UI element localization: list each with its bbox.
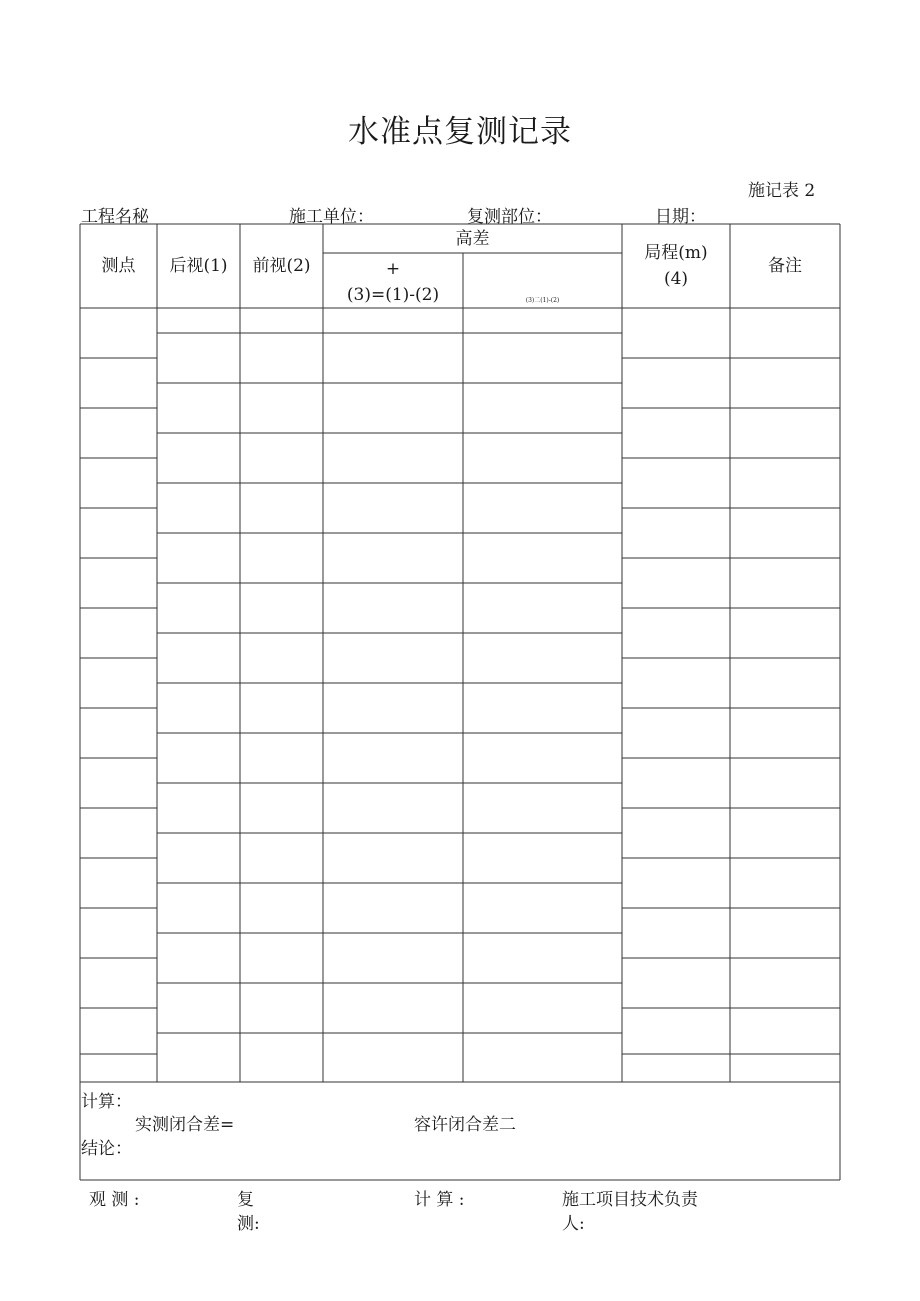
header-elevation-unit: 局程(m) [644,243,708,263]
header-foresight: 前视(2) [252,256,311,276]
date-label: 日期： [655,207,706,227]
header-remarks: 备注 [768,256,802,276]
project-name-label: 工程名秘 [81,207,149,227]
header-height-diff: 高差 [455,228,490,249]
header-minus-formula: (3)二(1)-(2) [525,297,560,304]
observer-signature-label: 观 测 : [89,1190,140,1210]
header-plus-formula: (3)=(1)-(2) [346,285,440,305]
page-title: 水准点复测记录 [348,114,572,150]
allowed-closure-label: 容许闭合差二 [414,1115,516,1135]
recheck-signature-label-2: 测: [237,1214,260,1234]
recheck-signature-label-1: 复 [237,1190,254,1210]
retest-part-label: 复测部位： [467,207,552,227]
form-number: 施记表 2 [748,181,816,201]
tech-lead-signature-label-1: 施工项目技术负责 [562,1190,698,1210]
header-elevation-index: (4) [663,269,689,289]
calc-label: 计算： [81,1092,132,1112]
measured-closure-label: 实测闭合差= [135,1115,235,1135]
header-plus-sign: + [385,259,401,279]
tech-lead-signature-label-2: 人: [562,1214,585,1234]
construction-unit-label: 施工单位： [289,207,374,227]
conclusion-label: 结论： [81,1139,132,1159]
header-backsight: 后视(1) [169,256,228,276]
header-point: 测点 [101,256,136,276]
calculator-signature-label: 计 算 : [414,1190,465,1210]
